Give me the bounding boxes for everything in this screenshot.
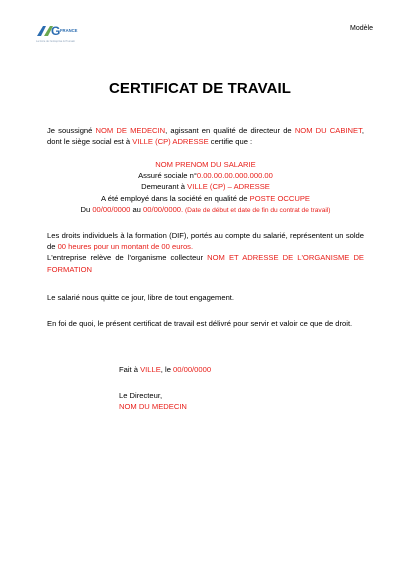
ss-label: Assuré sociale n° (138, 171, 197, 181)
home-label: Demeurant à (141, 182, 188, 192)
svg-text:G: G (51, 24, 61, 38)
intro-text: certifie que : (208, 137, 253, 147)
intro-text: , dont le siège social est à (47, 126, 364, 147)
company-logo (35, 22, 87, 46)
dif-hours: 00 heures pour un montant de 00 euros. (57, 242, 194, 252)
signature-city: VILLE (140, 365, 161, 374)
signer-name: NOM DU MEDECIN (119, 402, 187, 412)
date-label: , le (160, 365, 174, 374)
date-end: 00/00/0000. (143, 204, 184, 214)
home-address: VILLE (CP) – ADRESSE (187, 182, 270, 192)
intro-paragraph (47, 125, 364, 147)
free-paragraph: Le salarié nous quitte ce jour, libre de tout engagement. (47, 293, 235, 302)
dif-text: L'entreprise relève de l'organisme collecteur (47, 253, 208, 263)
employee-name: NOM PRENOM DU SALARIE (155, 160, 256, 169)
training-organism: NOM ET ADRESSE DE L'ORGANISME DE FORMATION (47, 253, 364, 274)
from-label: Du (80, 204, 93, 214)
dif-paragraph (47, 230, 364, 275)
signer-role: Le Directeur, (119, 391, 163, 400)
made-label: Fait à (119, 365, 141, 374)
logo-tagline: La force de l'entreprise & l'humain (36, 40, 76, 43)
cabinet-name: NOM DU CABINET (294, 126, 362, 135)
model-label: Modèle (350, 25, 373, 32)
job-label: A été employé dans la société en qualité de (101, 193, 250, 203)
ss-number: 0.00.00.00.000.000.00 (196, 171, 273, 181)
intro-text: , agissant en qualité de directeur de (165, 126, 295, 135)
intro-text: Je soussigné (47, 126, 96, 135)
signature-place-date (119, 364, 211, 375)
document-title: CERTIFICAT DE TRAVAIL (108, 80, 292, 97)
faith-paragraph: En foi de quoi, le présent certificat de travail est délivré pour servir et valoir ce que de droit. (47, 319, 353, 328)
signature-date: 00/00/0000 (173, 365, 212, 374)
job-title: POSTE OCCUPE (249, 193, 310, 203)
date-start: 00/00/0000 (92, 204, 131, 214)
signature-block (119, 390, 187, 412)
logo-mark-icon (35, 22, 87, 46)
cabinet-address: VILLE (CP) ADRESSE (132, 137, 209, 147)
dif-text: Les droits individuels à la formation (DIF), portés au compte du salarié, représentent un solde de (47, 231, 364, 252)
employee-block (47, 159, 364, 216)
doctor-name: NOM DE MEDECIN (95, 126, 166, 135)
to-label: au (130, 204, 144, 214)
logo-text: FRANCE (60, 28, 78, 33)
date-note: (Date de début et date de fin du contrat de travail) (183, 206, 331, 214)
